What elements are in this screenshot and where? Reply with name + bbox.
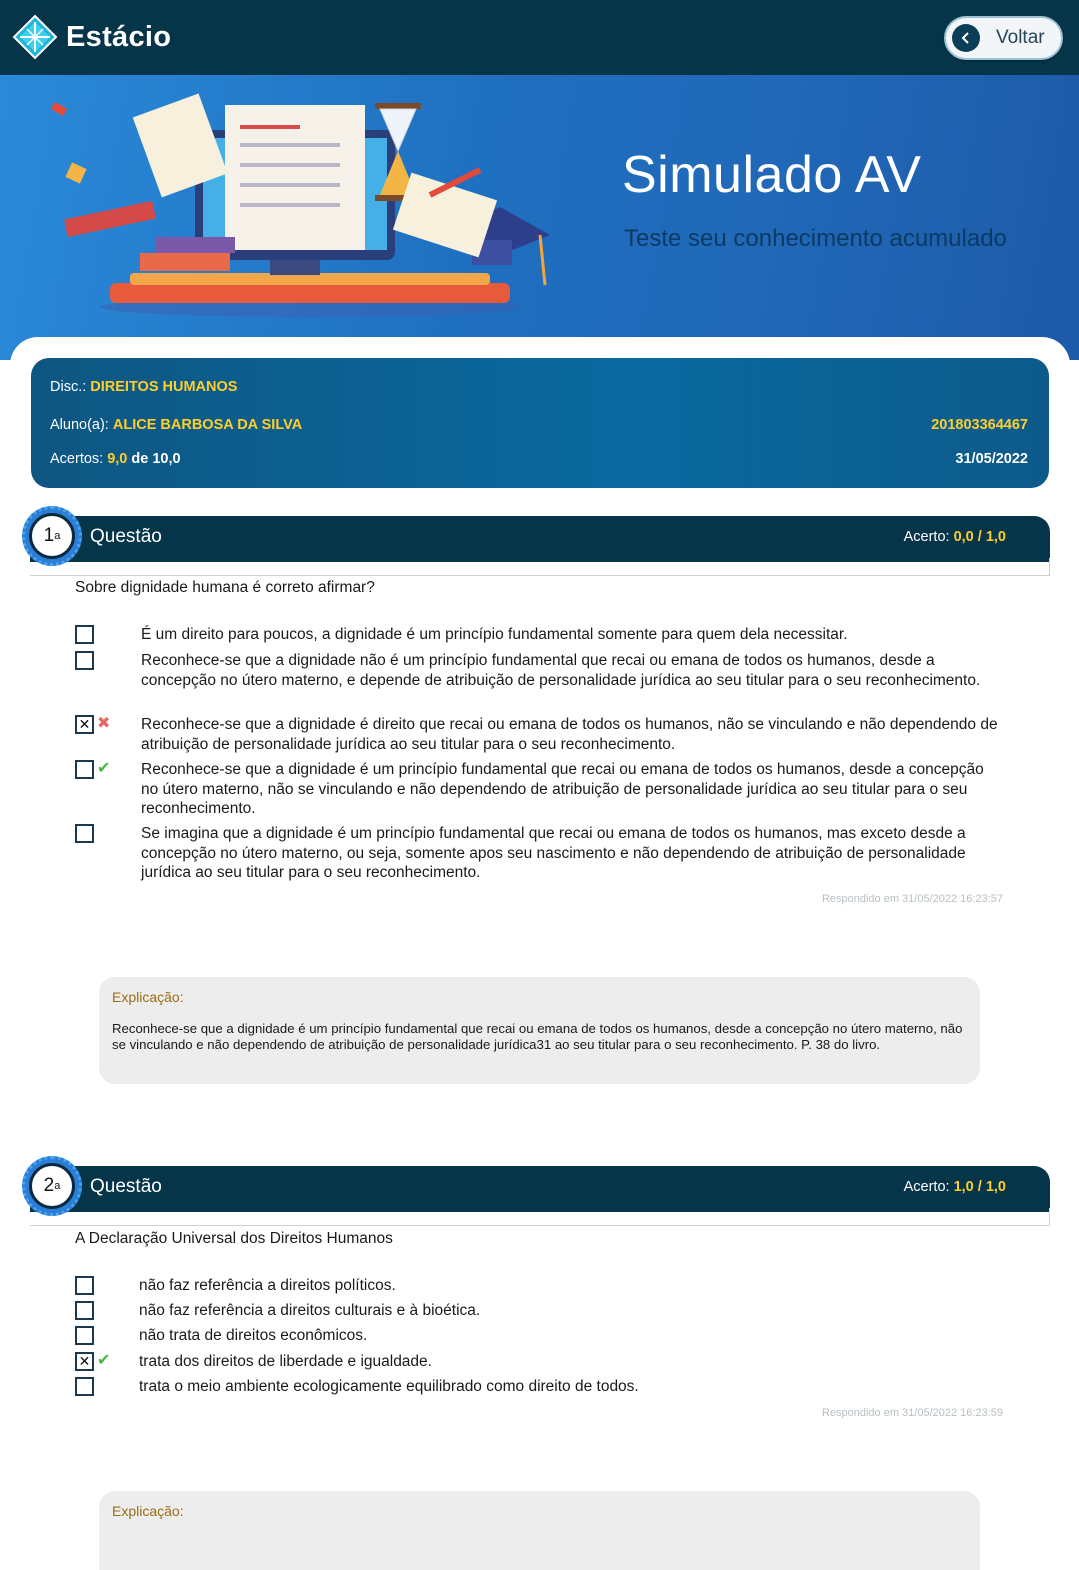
option[interactable] xyxy=(75,1352,1005,1372)
option-checkbox[interactable] xyxy=(75,625,94,644)
question-number-badge xyxy=(20,502,86,568)
discipline-value: DIREITOS HUMANOS xyxy=(90,379,238,395)
question-score-total: / 1,0 xyxy=(977,1179,1006,1195)
student-name: ALICE BARBOSA DA SILVA xyxy=(112,417,303,433)
option-text: Reconhece-se que a dignidade não é um princípio fundamental que recai ou emana de todos os humanos, desde a concepção no útero materno, e depende de atribuição de personalidade jurídica ao seu titular para o seu reconhecimento. xyxy=(141,652,981,689)
question-header xyxy=(30,516,1050,562)
option-text: não trata de direitos econômicos. xyxy=(139,1327,368,1344)
question-number-badge xyxy=(20,1152,86,1218)
option-text: não faz referência a direitos políticos. xyxy=(139,1277,396,1294)
question-title: Questão xyxy=(90,1176,162,1197)
option[interactable] xyxy=(75,1276,1005,1296)
question-score-total: / 1,0 xyxy=(977,529,1006,545)
question-score-label: Acerto: xyxy=(903,1179,950,1195)
option-text: Se imagina que a dignidade é um princípio fundamental que recai ou emana de todos os humanos, mas exceto desde a concepção no útero materno, ou seja, somente apos seu nascimento e não dependendo de atribuição de personalidade jurídica ao seu titular para o seu reconhecimento. xyxy=(141,825,966,881)
option-text: É um direito para poucos, a dignidade é um princípio fundamental somente para quem dela necessitar. xyxy=(141,626,848,643)
option-checkbox[interactable] xyxy=(75,824,94,843)
option-text: trata dos direitos de liberdade e igualdade. xyxy=(139,1353,432,1370)
correct-answer-icon: ✔ xyxy=(97,760,111,777)
question-ordinal: a xyxy=(54,530,61,542)
banner-divider xyxy=(10,337,1070,360)
wrong-answer-icon: ✖ xyxy=(97,715,111,732)
option-checkbox-checked[interactable]: ✕ xyxy=(75,1352,94,1371)
explanation-text: Reconhece-se que a dignidade é um princípio fundamental que recai ou emana de todos os humanos, desde a concepção no útero materno, não se vinculando e não dependendo de atribuição de personalidade jurídica31 ao seu titular para o seu reconhecimento. P. 38 do livro. xyxy=(112,1021,963,1052)
chevron-left-icon xyxy=(952,24,980,52)
discipline-row xyxy=(50,379,1028,395)
discipline-label: Disc.: xyxy=(50,379,87,395)
page-title: Simulado AV xyxy=(622,146,922,204)
answered-timestamp: Respondido em 31/05/2022 16:23:59 xyxy=(821,1407,1003,1419)
option[interactable] xyxy=(75,760,1005,819)
explanation-title: Explicação: xyxy=(112,1503,184,1519)
exam-info-card xyxy=(31,358,1049,488)
option-checkbox[interactable] xyxy=(75,1377,94,1396)
explanation-box xyxy=(99,977,980,1084)
student-id: 201803364467 xyxy=(931,417,1028,433)
explanation-box xyxy=(99,1491,980,1570)
option-checkbox[interactable] xyxy=(75,1326,94,1345)
question-number: 2 xyxy=(43,1175,55,1196)
score-label: Acertos: xyxy=(50,451,104,467)
option[interactable] xyxy=(75,1377,1005,1397)
question-header xyxy=(30,1166,1050,1212)
explanation-title: Explicação: xyxy=(112,989,184,1005)
option[interactable] xyxy=(75,1301,1005,1321)
hero-banner xyxy=(0,75,1079,360)
question-header-border xyxy=(30,558,1050,576)
estacio-logo-icon xyxy=(12,14,58,60)
top-bar xyxy=(0,0,1079,75)
question-score xyxy=(904,529,1006,545)
question-score-label: Acerto: xyxy=(903,529,950,545)
brand-name: Estácio xyxy=(66,20,172,53)
back-button-label: Voltar xyxy=(996,27,1045,48)
student-row xyxy=(50,417,1028,433)
score-row xyxy=(50,451,1028,467)
option-checkbox[interactable] xyxy=(75,760,94,779)
option-text: não faz referência a direitos culturais e à bioética. xyxy=(139,1302,481,1319)
option-checkbox[interactable] xyxy=(75,651,94,670)
option[interactable] xyxy=(75,651,1005,690)
question-header-border xyxy=(30,1208,1050,1226)
question-title: Questão xyxy=(90,526,162,547)
study-illustration-icon xyxy=(40,85,580,325)
option[interactable] xyxy=(75,824,1005,883)
option-text: Reconhece-se que a dignidade é direito que recai ou emana de todos os humanos, não se vinculando e não dependendo de atribuição de personalidade jurídica ao seu titular para o seu reconhecimento. xyxy=(141,716,998,753)
question-score xyxy=(904,1179,1006,1195)
option-checkbox-checked[interactable]: ✕ xyxy=(75,715,94,734)
option-checkbox[interactable] xyxy=(75,1276,94,1295)
question-ordinal: a xyxy=(54,1180,61,1192)
exam-date: 31/05/2022 xyxy=(955,451,1028,467)
question-score-value: 0,0 xyxy=(953,529,974,545)
answered-timestamp: Respondido em 31/05/2022 16:23:57 xyxy=(821,893,1003,905)
student-label: Aluno(a): xyxy=(50,417,109,433)
question-text: Sobre dignidade humana é correto afirmar? xyxy=(75,579,375,596)
back-button[interactable] xyxy=(944,16,1063,60)
option[interactable] xyxy=(75,625,1005,645)
page-subtitle: Teste seu conhecimento acumulado xyxy=(624,225,1007,252)
score-value: 9,0 xyxy=(107,451,128,467)
question-number: 1 xyxy=(43,525,55,546)
question-text: A Declaração Universal dos Direitos Humanos xyxy=(75,1230,393,1247)
score-total: de 10,0 xyxy=(131,451,181,467)
option-text: Reconhece-se que a dignidade é um princípio fundamental que recai ou emana de todos os humanos, desde a concepção no útero materno, não se vinculando e não dependendo de atribuição de personalidade jurídica ao seu titular para o seu reconhecimento. xyxy=(141,761,984,817)
logo[interactable] xyxy=(12,12,171,62)
option-checkbox[interactable] xyxy=(75,1301,94,1320)
option[interactable] xyxy=(75,1326,1005,1346)
option[interactable] xyxy=(75,715,1005,754)
correct-answer-icon: ✔ xyxy=(97,1352,111,1369)
option-text: trata o meio ambiente ecologicamente equilibrado como direito de todos. xyxy=(139,1378,639,1395)
question-score-value: 1,0 xyxy=(953,1179,974,1195)
